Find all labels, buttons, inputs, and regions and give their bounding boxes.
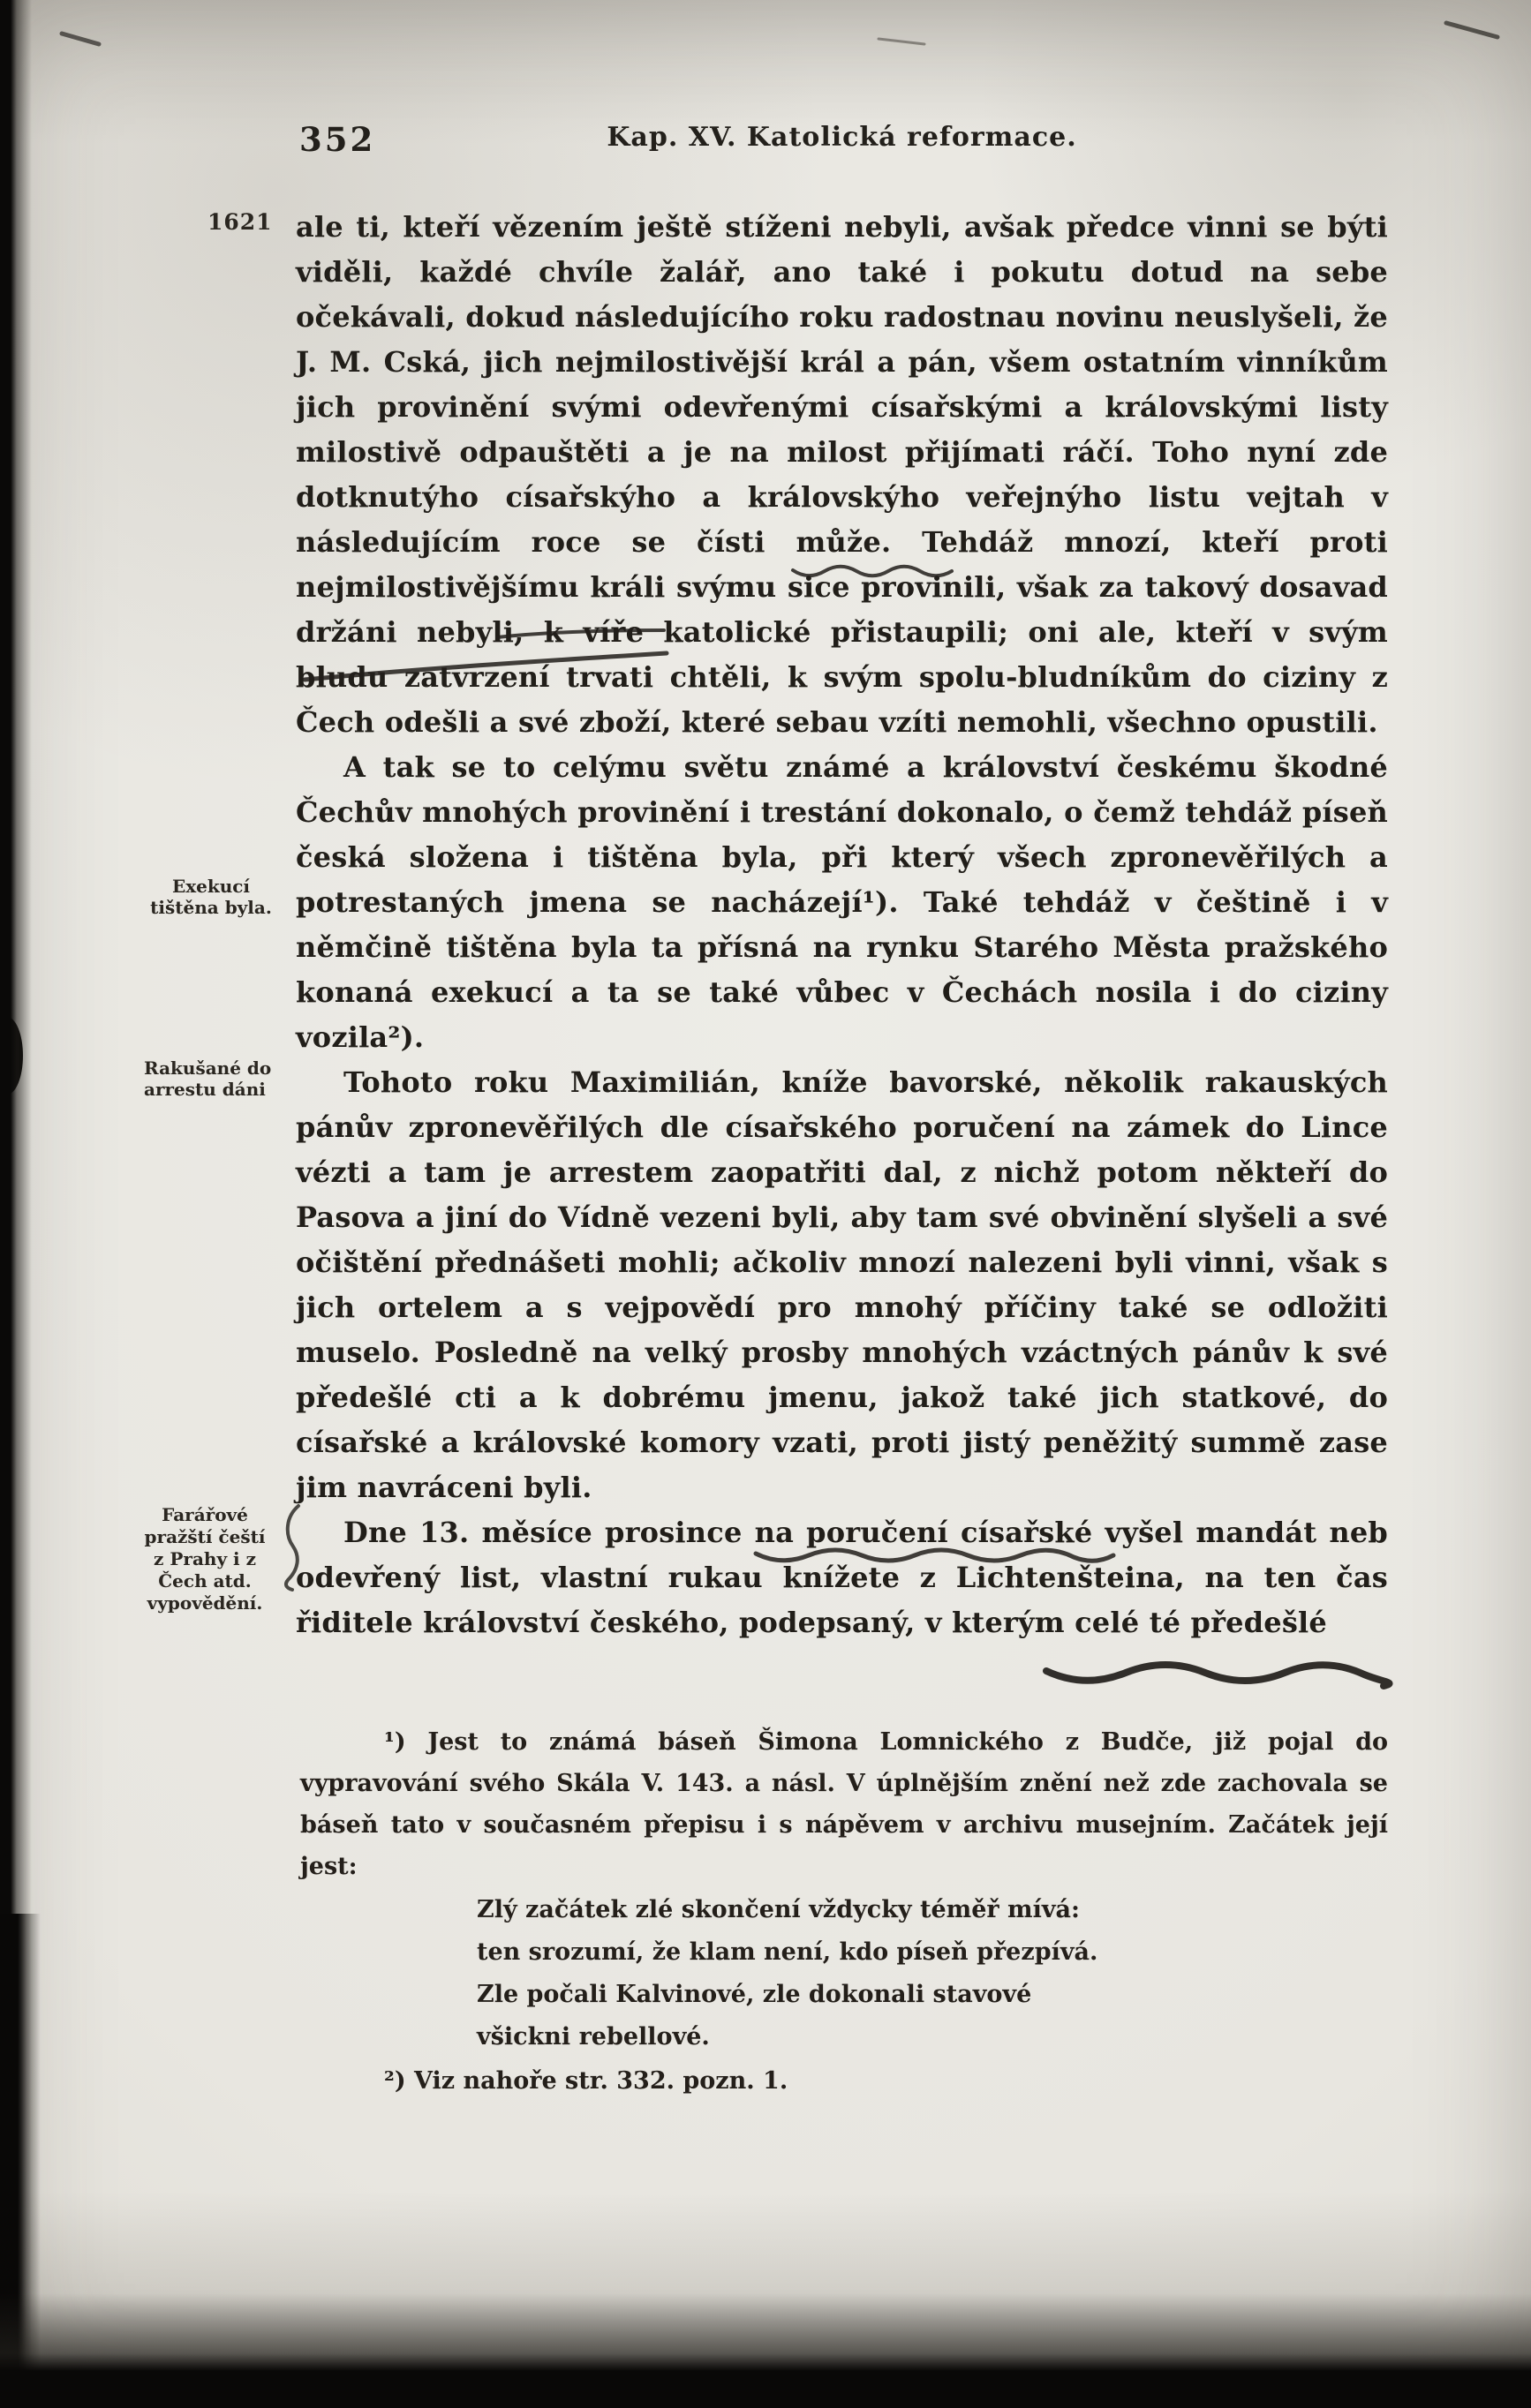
body-paragraph-3: Tohoto roku Maximilián, kníže bavorské, několik rakauských pánův zpronevěřilých dle císařského poručení na zámek do Lince vézti a tam je arrestem zaopatřiti dal, z nichž potom někteří do Pasova a jiní do Vídně vezeni byli, aby tam své obvinění slyšeli a své očištění přednášeti mohli; ačkoliv mnozí nalezeni byli vinni, však s jich ortelem a s vejpovědí pro mnohý příčiny také se odložiti muselo. Posledně na velký prosby mnohých vzáctných pánův k své předešlé cti a k dobrému jmenu, jakož také jich statkové, do císařské a královské komory vzati, proti jistý peněžitý summě zase jim navráceni byli. bbox=[296, 1065, 1388, 1504]
footnote-2: ²) Viz nahoře str. 332. pozn. 1. bbox=[384, 2067, 788, 2095]
margin-note-year: 1621 bbox=[207, 209, 273, 235]
page-number: 352 bbox=[299, 120, 376, 159]
chapter-title: Kap. XV. Katolická reformace. bbox=[607, 122, 1077, 153]
footnote-1: ¹) Jest to známá báseň Šimona Lomnického z Budče, již pojal do vypravování svého Skála V. 143. a násl. V úplnějším znění než zde zachovala se báseň tato v současném přepisu i s nápěvem v archivu musejním. Začátek její jest: bbox=[300, 1728, 1388, 1880]
body-paragraph-1: ale ti, kteří vězením ještě stíženi nebyli, avšak předce vinni se býti viděli, každé chvíle žalář, ano také i pokutu dotud na sebe očekávali, dokud následujícího roku radostnau novinu neuslyšeli, že J. M. Cská, jich nejmilostivější král a pán, všem ostatním vinníkům jich provinění svými odevřenými císařskými a královskými listy milostivě odpauštěti a je na milost přijímati ráčí. Toho nyní zde dotknutýho císařskýho a královskýho veřejnýho listu vejtah v následujícím roce se čísti může. Tehdáž mnozí, kteří proti nejmilostivějšímu králi svýmu sice provinili, však za takový dosavad držáni nebyli, k víře katolické přistaupili; oni ale, kteří v svým bludu zatvrzení trvati chtěli, k svým spolu-bludníkům do ciziny z Čech odešli a své zboží, které sebau vzíti nemohli, všechno opustili. bbox=[296, 210, 1388, 739]
verse-line: Zle počali Kalvinové, zle dokonali stavové bbox=[477, 1981, 1032, 2008]
scan-edge-bottom bbox=[0, 2293, 1531, 2408]
margin-note-priests: Farářové pražští čeští z Prahy i z Čech atd. vypovědění. bbox=[144, 1504, 266, 1614]
page-header bbox=[296, 122, 1388, 162]
verse-line: všickni rebellové. bbox=[477, 2023, 710, 2051]
margin-note-austrians: Rakušané do arrestu dáni bbox=[144, 1057, 272, 1100]
body-paragraph-4: Dne 13. měsíce prosince na poručení císařské vyšel mandát neb odevřený list, vlastní rukau knížete z Lichtenšteina, na ten čas řiditele království českého, podepsaný, v kterým celé té předešlé bbox=[296, 1516, 1388, 1639]
footnote-verse bbox=[477, 1889, 1388, 2058]
footnotes bbox=[300, 1721, 1388, 2102]
body-text bbox=[296, 205, 1388, 1645]
body-paragraph-2: A tak se to celýmu světu známé a království českému škodné Čechův mnohých provinění i trestání dokonalo, o čemž tehdáž píseň česká složena i tištěna byla, při který všech zpronevěřilých a potrestaných jmena se nacházejí¹). Také tehdáž v češtině i v němčině tištěna byla ta přísná na rynku Starého Města pražského konaná exekucí a ta se také vůbec v Čechách nosila i do ciziny vozila²). bbox=[296, 750, 1388, 1054]
margin-note-execution: Exekucí tištěna byla. bbox=[150, 876, 272, 918]
verse-line: ten srozumí, že klam není, kdo píseň přezpívá. bbox=[477, 1938, 1098, 1966]
verse-line: Zlý začátek zlé skončení vždycky téměř mívá: bbox=[477, 1896, 1081, 1923]
